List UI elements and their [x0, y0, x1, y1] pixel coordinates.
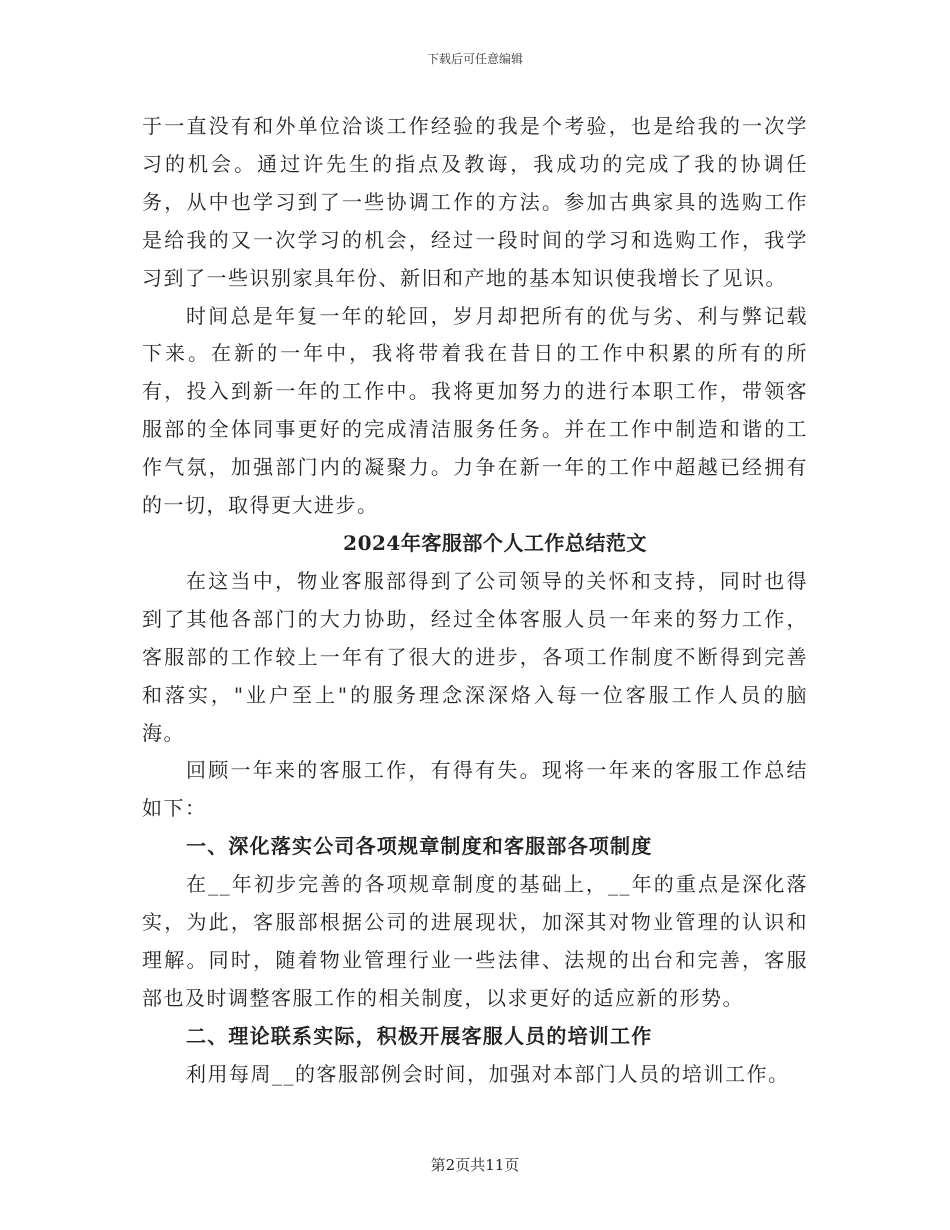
paragraph: 在__年初步完善的各项规章制度的基础上，__年的重点是深化落实，为此，客服部根据公司的进展现状，加深其对物业管理的认识和理解。同时，随着物业管理行业一些法律、法规的出台和完善，客服部也及时调整客服工作的相关制度，以求更好的适应新的形势。 — [142, 872, 808, 1010]
paragraph: 时间总是年复一年的轮回，岁月却把所有的优与劣、利与弊记载下来。在新的一年中，我将带着我在昔日的工作中积累的所有的所有，投入到新一年的工作中。我将更加努力的进行本职工作，带领客服部的全体同事更好的完成清洁服务任务。并在工作中制造和谐的工作气氛，加强部门内的凝聚力。力争在新一年的工作中超越已经拥有的一切，取得更大进步。 — [142, 303, 808, 518]
paragraph: 回顾一年来的客服工作，有得有失。现将一年来的客服工作总结如下： — [142, 758, 808, 821]
section-heading: 二、理论联系实际，积极开展客服人员的培训工作 — [186, 1023, 653, 1048]
paragraph: 在这当中，物业客服部得到了公司领导的关怀和支持，同时也得到了其他各部门的大力协助，经过全体客服人员一年来的努力工作，客服部的工作较上一年有了很大的进步，各项工作制度不断得到完善和落实，"业户至上"的服务理念深深烙入每一位客服工作人员的脑海。 — [142, 568, 808, 745]
page-header: 下载后可任意编辑 — [426, 52, 523, 66]
paragraph: 利用每周__的客服部例会时间，加强对本部门人员的培训工作。 — [186, 1061, 790, 1086]
page-number: 第2页共11页 — [430, 1156, 520, 1174]
document-title: 2024年客服部个人工作总结范文 — [343, 530, 647, 555]
paragraph-continuation: 于一直没有和外单位洽谈工作经验的我是个考验，也是给我的一次学习的机会。通过许先生的指点及教诲，我成功的完成了我的协调任务，从中也学习到了一些协调工作的方法。参加古典家具的选购工作是给我的又一次学习的机会，经过一段时间的学习和选购工作，我学习到了一些识别家具年份、新旧和产地的基本知识使我增长了见识。 — [142, 114, 808, 290]
document-body — [142, 108, 808, 1094]
section-heading: 一、深化落实公司各项规章制度和客服部各项制度 — [186, 834, 653, 859]
